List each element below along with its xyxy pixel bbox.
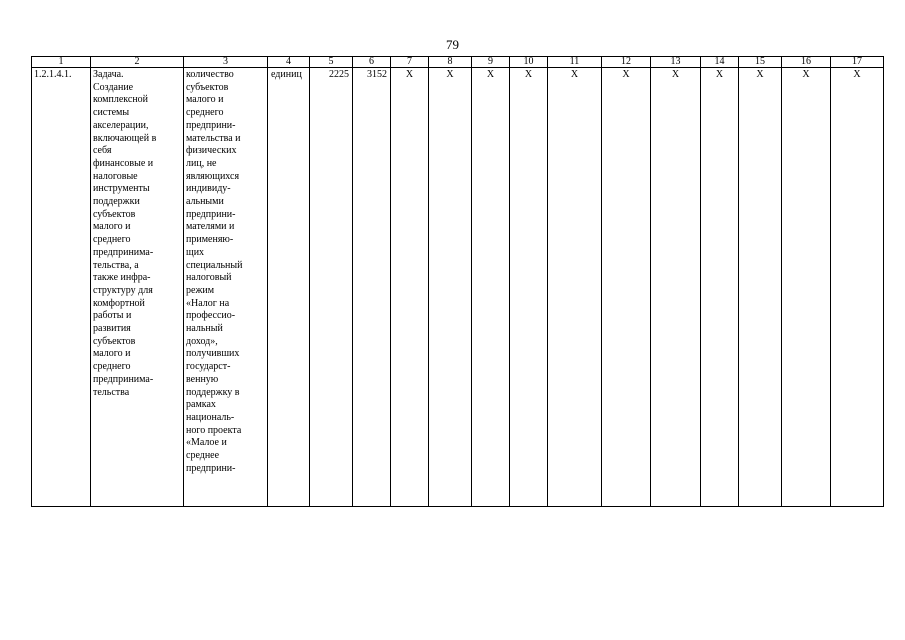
task-line: среднего: [93, 361, 131, 373]
indicator-line: рамках: [186, 399, 216, 411]
column-number: 14: [701, 57, 739, 68]
task-line: инструменты: [93, 183, 150, 195]
column-number: 5: [310, 57, 353, 68]
indicator-table: [31, 56, 884, 507]
unit-cell: единиц: [268, 68, 310, 507]
x-mark-cell: X: [548, 68, 602, 507]
indicator-line: физических: [186, 145, 237, 157]
column-number: 12: [602, 57, 651, 68]
indicator-line: субъектов: [186, 81, 229, 93]
value-cell: 2225: [310, 68, 353, 507]
value-cell: 3152: [353, 68, 391, 507]
indicator-line: индивиду-: [186, 183, 231, 195]
indicator-line: «Налог на: [186, 297, 230, 309]
column-number: 10: [510, 57, 548, 68]
indicator-line: получивших: [186, 348, 240, 360]
task-line: поддержки: [93, 196, 140, 208]
task-line: субъектов: [93, 335, 136, 347]
indicator-line: являющихся: [186, 170, 240, 182]
task-line: финансовые и: [93, 157, 154, 169]
indicator-line: предприни-: [186, 119, 236, 131]
indicator-line: малого и: [186, 94, 224, 106]
column-number: 1: [32, 57, 91, 68]
indicator-line: государст-: [186, 361, 231, 373]
task-line: субъектов: [93, 208, 136, 220]
indicator-line: предприни-: [186, 462, 236, 474]
indicator-line: специальный: [186, 259, 243, 271]
task-line: работы и: [93, 310, 132, 322]
task-line: тельства, а: [93, 259, 139, 271]
page-number: 79: [446, 37, 459, 52]
indicator-line: альными: [186, 196, 224, 208]
column-number: 16: [782, 57, 831, 68]
column-number-row: [32, 57, 884, 68]
task-line: тельства: [93, 386, 130, 398]
column-number: 15: [739, 57, 782, 68]
indicator-line: среднее: [186, 450, 220, 462]
task-line: комплексной: [93, 94, 149, 106]
x-mark-cell: X: [472, 68, 510, 507]
x-mark-cell: X: [510, 68, 548, 507]
task-line: Создание: [93, 81, 134, 93]
indicator-line: лиц, не: [186, 157, 217, 169]
column-number: 2: [91, 57, 184, 68]
column-number: 3: [184, 57, 268, 68]
task-line: развития: [93, 323, 131, 335]
indicator-line: мателями и: [186, 221, 235, 233]
task-line: налоговые: [93, 170, 138, 182]
column-number: 4: [268, 57, 310, 68]
task-line: предпринима-: [93, 246, 154, 258]
task-cell: [91, 68, 184, 507]
indicator-line: поддержку в: [186, 386, 240, 398]
indicator-line: налоговый: [186, 272, 232, 284]
column-number: 11: [548, 57, 602, 68]
x-mark-cell: X: [782, 68, 831, 507]
indicator-line: среднего: [186, 107, 224, 119]
task-line: себя: [93, 145, 112, 157]
x-mark-cell: X: [701, 68, 739, 507]
task-line: предпринима-: [93, 373, 154, 385]
indicator-line: предприни-: [186, 208, 236, 220]
x-mark-cell: X: [391, 68, 429, 507]
column-number: 9: [472, 57, 510, 68]
task-line: Задача.: [93, 69, 124, 80]
row-code: 1.2.1.4.1.: [32, 68, 91, 507]
indicator-line: ного проекта: [186, 424, 242, 436]
indicator-line: «Малое и: [186, 437, 227, 449]
x-mark-cell: X: [831, 68, 884, 507]
column-number: 6: [353, 57, 391, 68]
task-line: акселерации,: [93, 119, 149, 131]
x-mark-cell: X: [739, 68, 782, 507]
x-mark-cell: X: [651, 68, 701, 507]
x-mark-cell: X: [429, 68, 472, 507]
column-number: 8: [429, 57, 472, 68]
indicator-line: националь-: [186, 411, 235, 423]
indicator-line: нальный: [186, 323, 223, 335]
task-line: структуру для: [93, 284, 153, 296]
task-line: системы: [93, 107, 130, 119]
indicator-line: режим: [186, 284, 215, 296]
indicator-line: щих: [186, 246, 205, 258]
task-line: также инфра-: [93, 272, 151, 284]
indicator-line: количество: [186, 69, 234, 80]
column-number: 13: [651, 57, 701, 68]
column-number: 17: [831, 57, 884, 68]
task-line: комфортной: [93, 297, 145, 309]
indicator-line: профессио-: [186, 310, 236, 322]
task-line: среднего: [93, 234, 131, 246]
task-line: малого и: [93, 221, 131, 233]
indicator-line: венную: [186, 373, 219, 385]
column-number: 7: [391, 57, 429, 68]
indicator-cell: [184, 68, 268, 507]
x-mark-cell: X: [602, 68, 651, 507]
task-line: малого и: [93, 348, 131, 360]
task-line: включающей в: [93, 132, 157, 144]
indicator-line: применяю-: [186, 234, 234, 246]
table-row: [32, 68, 884, 507]
indicator-line: мательства и: [186, 132, 241, 144]
indicator-line: доход»,: [186, 335, 218, 347]
